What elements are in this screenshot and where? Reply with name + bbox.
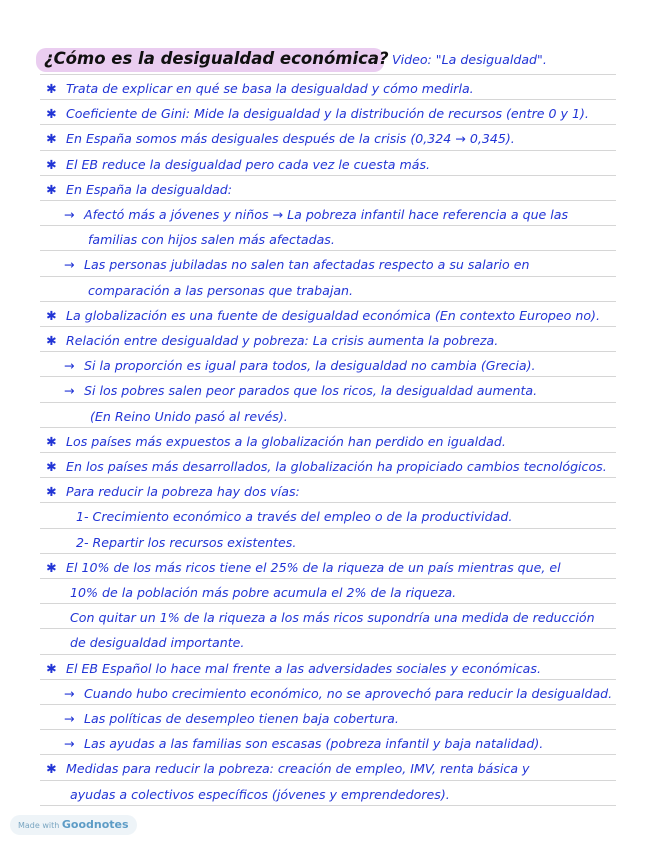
note-line [46, 178, 232, 202]
arrow-icon: → [64, 207, 75, 222]
note-line [46, 153, 430, 177]
note-line [76, 531, 296, 555]
arrow-icon: → [64, 358, 75, 373]
note-line [46, 329, 498, 353]
goodnotes-badge [10, 815, 137, 835]
arrow-icon: → [64, 383, 75, 398]
note-line [46, 102, 589, 126]
note-line [46, 455, 607, 479]
note-text: Las ayudas a las familias son escasas (pobreza infantil y baja natalidad). [84, 736, 544, 751]
note-text: Coeficiente de Gini: Mide la desigualdad y la distribución de recursos (entre 0 y 1). [66, 106, 589, 121]
arrow-icon: → [64, 686, 75, 701]
note-text: En España la desigualdad: [66, 182, 233, 197]
arrow-icon: → [64, 736, 75, 751]
bullet-icon: ✱ [46, 131, 57, 146]
bullet-icon: ✱ [46, 81, 57, 96]
bullet-icon: ✱ [46, 182, 57, 197]
note-line [70, 783, 450, 807]
note-text: 1- Crecimiento económico a través del empleo o de la productividad. [76, 509, 513, 524]
note-line [46, 127, 515, 151]
note-line [70, 581, 456, 605]
bullet-icon: ✱ [46, 157, 57, 172]
note-line [88, 228, 335, 252]
note-text: comparación a las personas que trabajan. [88, 283, 354, 298]
note-text: El EB reduce la desigualdad pero cada vez le cuesta más. [66, 157, 431, 172]
bullet-icon: ✱ [46, 434, 57, 449]
note-line [46, 304, 600, 328]
note-text: El 10% de los más ricos tiene el 25% de la riqueza de un país mientras que, el [66, 560, 561, 575]
note-line [46, 556, 561, 580]
note-text: Si la proporción es igual para todos, la desigualdad no cambia (Grecia). [84, 358, 536, 373]
bullet-icon: ✱ [46, 308, 57, 323]
bullet-icon: ✱ [46, 661, 57, 676]
note-text: Si los pobres salen peor parados que los ricos, la desigualdad aumenta. [84, 383, 538, 398]
note-line [90, 405, 288, 429]
note-text: familias con hijos salen más afectadas. [88, 232, 335, 247]
note-text: Trata de explicar en qué se basa la desigualdad y cómo medirla. [66, 81, 474, 96]
note-text: (En Reino Unido pasó al revés). [90, 409, 288, 424]
bullet-icon: ✱ [46, 560, 57, 575]
arrow-icon: → [64, 257, 75, 272]
note-text: En España somos más desiguales después de la crisis (0,324 → 0,345). [66, 131, 515, 146]
note-text: Medidas para reducir la pobreza: creación de empleo, IMV, renta básica y [66, 761, 530, 776]
note-text: de desigualdad importante. [70, 635, 245, 650]
note-text: Para reducir la pobreza hay dos vías: [66, 484, 300, 499]
bullet-icon: ✱ [46, 484, 57, 499]
note-text: Relación entre desigualdad y pobreza: La crisis aumenta la pobreza. [66, 333, 499, 348]
note-line [46, 657, 541, 681]
note-line [64, 682, 612, 706]
badge-brand: Goodnotes [61, 818, 129, 831]
note-line [64, 354, 536, 378]
note-text: En los países más desarrollados, la globalización ha propiciado cambios tecnológicos. [66, 459, 607, 474]
note-text: 2- Repartir los recursos existentes. [76, 535, 297, 550]
bullet-icon: ✱ [46, 459, 57, 474]
bullet-icon: ✱ [46, 106, 57, 121]
note-line [64, 379, 537, 403]
note-line [46, 757, 530, 781]
page-title: ¿Cómo es la desigualdad económica? [44, 49, 389, 68]
note-text: Los países más expuestos a la globalización han perdido en igualdad. [66, 434, 506, 449]
note-text: Cuando hubo crecimiento económico, no se aprovechó para reducir la desigualdad. [84, 686, 613, 701]
note-line [64, 707, 399, 731]
note-line [46, 77, 474, 101]
note-line [70, 631, 244, 655]
video-reference: Video: "La desigualdad". [392, 52, 547, 67]
note-line [46, 430, 506, 454]
badge-prefix: Made with [18, 821, 60, 830]
note-text: 10% de la población más pobre acumula el 2% de la riqueza. [70, 585, 457, 600]
arrow-icon: → [64, 711, 75, 726]
ruled-line [40, 74, 616, 75]
note-line [64, 732, 543, 756]
note-line [88, 279, 353, 303]
note-text: Afectó más a jóvenes y niños → La pobreza infantil hace referencia a que las [84, 207, 569, 222]
note-line [76, 505, 512, 529]
note-line [46, 480, 300, 504]
note-text: Con quitar un 1% de la riqueza a los más ricos supondría una medida de reducción [70, 610, 595, 625]
note-line [70, 606, 595, 630]
note-text: La globalización es una fuente de desigualdad económica (En contexto Europeo no). [66, 308, 600, 323]
note-text: ayudas a colectivos específicos (jóvenes y emprendedores). [70, 787, 450, 802]
note-line [64, 203, 568, 227]
note-text: Las políticas de desempleo tienen baja cobertura. [84, 711, 399, 726]
bullet-icon: ✱ [46, 761, 57, 776]
bullet-icon: ✱ [46, 333, 57, 348]
note-text: El EB Español lo hace mal frente a las adversidades sociales y económicas. [66, 661, 541, 676]
note-text: Las personas jubiladas no salen tan afectadas respecto a su salario en [84, 257, 530, 272]
note-line [64, 253, 530, 277]
